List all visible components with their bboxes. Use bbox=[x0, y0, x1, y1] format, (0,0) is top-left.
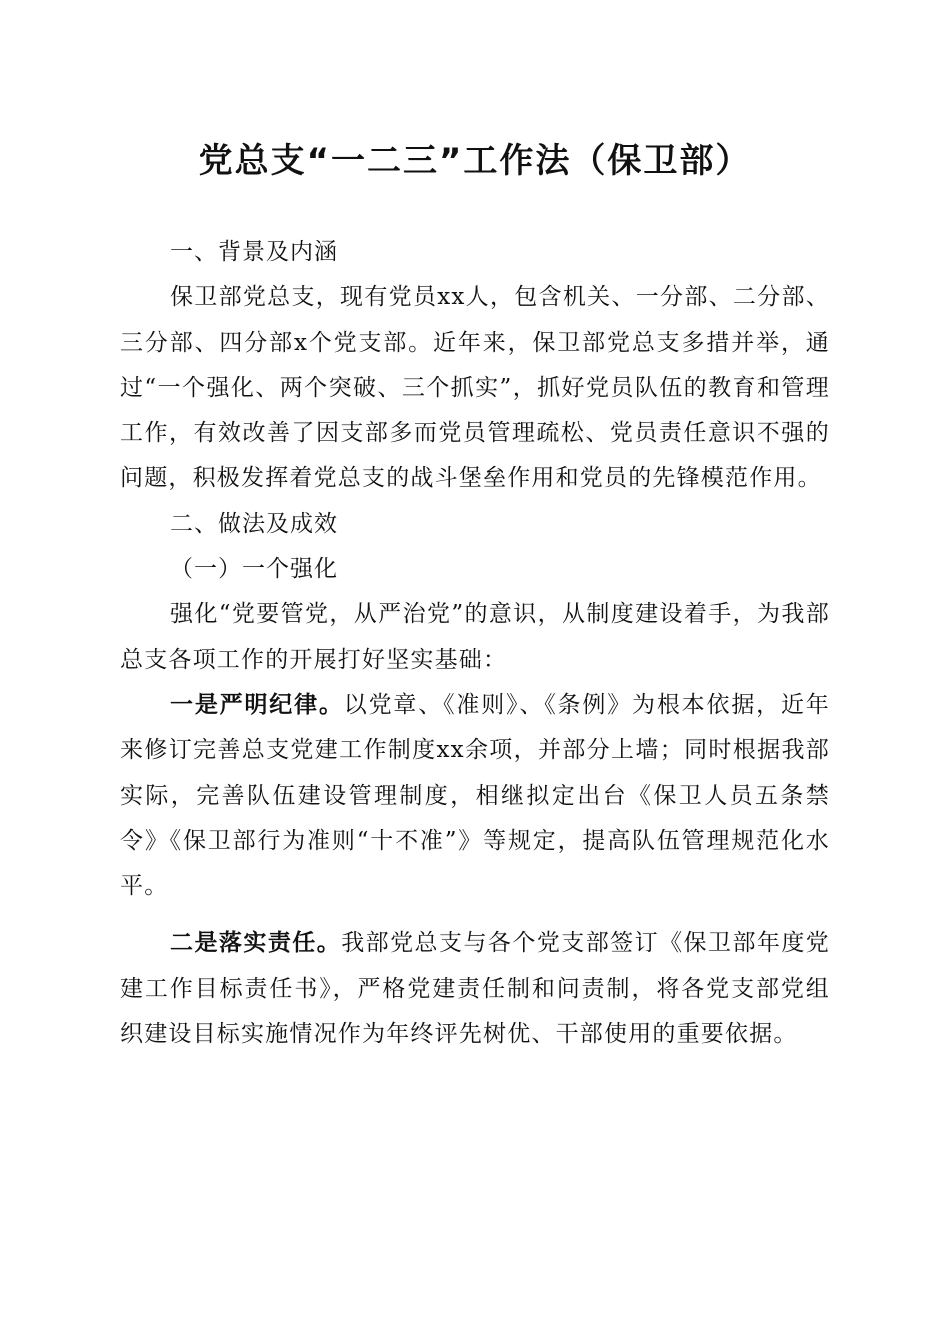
subsection-heading-one-strengthen: （一）一个强化 bbox=[170, 556, 338, 583]
paragraph-discipline-body: 以党章、《准则》、《条例》为根本依据，近年来修订完善总支党建工作制度xx余项，并部分上墙；同时根据我部实际，完善队伍建设管理制度，相继拟定出台《保卫人员五条禁令》《保卫部行为准则“十不准”》等规定，提高队伍管理规范化水平。 bbox=[120, 691, 830, 900]
paragraph-background: 保卫部党总支，现有党员xx人，包含机关、一分部、二分部、三分部、四分部x个党支部。近年来，保卫部党总支多措并举，通过“一个强化、两个突破、三个抓实”，抓好党员队伍的教育和管理工作，有效改善了因支部多而党员管理疏松、党员责任意识不强的问题，积极发挥着党总支的战斗堡垒作用和党员的先锋模范作用。 bbox=[120, 284, 830, 492]
document-title: 党总支“一二三”工作法（保卫部） bbox=[198, 141, 752, 181]
section-heading-background: 一、背景及内涵 bbox=[170, 239, 338, 265]
paragraph-responsibility-body: 我部党总支与各个党支部签订《保卫部年度党建工作目标责任书》，严格党建责任制和问责制，将各党支部党组织建设目标实施情况作为年终评先树优、干部使用的重要依据。 bbox=[120, 930, 831, 1048]
paragraph-responsibility bbox=[120, 921, 830, 1057]
document-body bbox=[120, 230, 830, 1057]
section-heading-practice: 二、做法及成效 bbox=[170, 510, 338, 537]
paragraph-responsibility-lead: 二是落实责任。 bbox=[170, 930, 342, 957]
paragraph-discipline-lead: 一是严明纪律。 bbox=[170, 691, 344, 718]
paragraph-discipline bbox=[120, 683, 830, 909]
paragraph-strengthen-intro: 强化“党要管党，从严治党”的意识，从制度建设着手，为我部总支各项工作的开展打好坚实基础： bbox=[120, 601, 830, 673]
